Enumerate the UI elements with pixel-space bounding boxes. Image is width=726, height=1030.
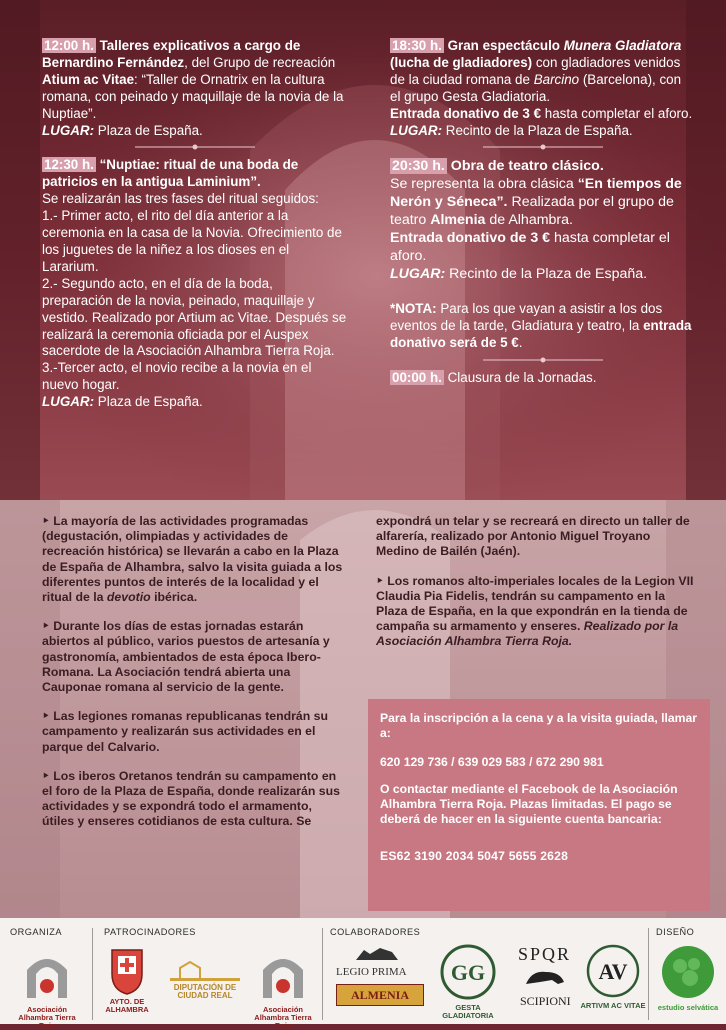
city: Barcino	[533, 71, 580, 87]
wolf-icon	[352, 942, 402, 964]
patrocinadores-title: PATROCINADORES	[104, 927, 196, 937]
act-3: 3.-Tercer acto, el novio recibe a la novia en el nuevo hogar.	[42, 360, 312, 393]
act-2: 2.- Segundo acto, en el día de la boda, preparación de la novia, peinado, maquillaje y vestido. Realizado por Artium ac Vitae. Después se realizará la ceremonia oficiada por el Auspex sacerdote de la Asociación Alhambra Tierra Roja.	[42, 275, 347, 359]
ornament-divider	[483, 356, 603, 364]
logo-caption: GESTA GLADIATORIA	[442, 1003, 494, 1020]
diseno-title: DISEÑO	[656, 927, 695, 937]
donation-text: hasta completar el aforo.	[541, 105, 693, 121]
info-left-column	[42, 514, 344, 844]
info-text: ibérica.	[150, 590, 198, 605]
event-title: Talleres explicativos a cargo de Bernardino Fernández	[42, 38, 301, 70]
event-title: (lucha de gladiadores)	[390, 54, 533, 70]
event-1830	[390, 38, 695, 139]
event-2030	[390, 157, 695, 283]
info-paragraph: ‣ Las legiones romanas republicanas tendrán su campamento y realizarán sus actividades en el parque del Calvario.	[42, 709, 328, 754]
event-text: con gladiadores venidos de la ciudad romana de	[390, 54, 681, 87]
place: Plaza de España.	[94, 122, 203, 138]
artium-ac-vitae-logo-icon	[586, 944, 640, 998]
closing-text: Clausura de la Jornadas.	[443, 370, 597, 386]
event-text: , del Grupo de recreación	[184, 54, 336, 70]
contact-box	[368, 699, 710, 911]
ornament-divider	[135, 143, 255, 151]
colaboradores-title: COLABORADORES	[330, 927, 421, 937]
right-schedule-column	[390, 38, 695, 387]
info-paragraph	[42, 514, 344, 605]
event-text: (Barcelona), con el grupo Gesta Gladiatoria.	[390, 71, 682, 104]
info-paragraph: ‣ Los iberos Oretanos tendrán su campamento en el foro de la Plaza de España, donde realizarán sus actividades y se expondrá todo el armamento, útiles y enseres cotidianos de esta cultura. Se	[42, 768, 340, 829]
event-1200	[42, 38, 347, 139]
closing	[390, 370, 695, 387]
gesta-gladiatoria-logo-icon	[440, 944, 496, 1000]
event-title-italic: Munera Gladiatora	[563, 38, 682, 53]
event-1230	[42, 157, 347, 411]
group-name: Atium ac Vitae	[42, 71, 135, 87]
legio-prima-logo: LEGIO PRIMA	[336, 966, 407, 978]
donation: Entrada donativo de 3 €	[390, 105, 542, 121]
left-schedule-column	[42, 38, 347, 411]
event-text: : “Taller de Ornatrix en la cultura romana, con peinado y maquillaje de la novia de la Nuptiae”.	[42, 71, 344, 121]
diputacion-logo-icon	[170, 960, 240, 982]
almenia-logo: ALMENIA	[336, 984, 424, 1006]
note-end: .	[518, 335, 523, 351]
place: Recinto de la Plaza de España.	[445, 266, 648, 283]
logo-caption: Asociación Alhambra Tierra Roja	[254, 1005, 312, 1030]
ornament-divider	[483, 143, 603, 151]
time-tag: 12:00 h.	[44, 38, 94, 53]
info-paragraph: expondrá un telar y se recreará en directo un taller de alfarería, realizado por Antonio Miguel Troyano Medino de Bailén (Jaén).	[376, 514, 690, 559]
play-title: “En tiempos de Nerón y Séneca”.	[390, 176, 682, 211]
place-label: LUGAR:	[390, 122, 443, 138]
event-title: “Nuptiae: ritual de una boda de patricios en la antigua Laminium”.	[42, 157, 299, 190]
boar-icon	[522, 966, 568, 990]
spqr-logo: SPQR	[518, 944, 572, 964]
info-italic: devotio	[106, 590, 151, 605]
separator	[322, 928, 323, 1020]
info-text: ‣ Los romanos alto-imperiales locales de la Legion VII Claudia Pia Fidelis, tendrán su campamento en la Plaza de España, en la que expondrán en la tienda de campaña su armamento y enseres.	[376, 573, 694, 634]
place-label: LUGAR:	[42, 394, 95, 410]
bank-account-iban: ES62 3190 2034 5047 5655 2628	[380, 849, 569, 863]
info-paragraph	[376, 574, 696, 650]
ayuntamiento-shield-icon	[108, 946, 146, 996]
act-1: 1.- Primer acto, el rito del día anterior a la ceremonia en la casa de la Novia. Ofrecimiento de los juguetes de la niñez a los dioses en el Lararium.	[42, 208, 342, 274]
svg-text:GG: GG	[450, 960, 486, 985]
event-title: Gran espectáculo	[447, 38, 564, 53]
event-text: Se representa la obra clásica	[390, 176, 578, 193]
info-paragraph: ‣ Durante los días de estas jornadas estarán abiertos al público, varios puestos de artesanía y gastronomía, ambientados de esta época Ibero-Romana. La Asociación tendrá abierta una Cauponae romana al servicio de la gente.	[42, 619, 330, 695]
donation-text: hasta completar el aforo.	[390, 230, 670, 265]
note	[390, 301, 695, 352]
organiza-title: ORGANIZA	[10, 927, 62, 937]
asociacion-logo-icon	[22, 948, 72, 1004]
selvatica-logo-icon	[660, 944, 716, 1000]
sponsors-footer	[0, 918, 726, 1030]
separator	[92, 928, 93, 1020]
logo-caption: ARTIVM AC VITAE	[580, 1001, 646, 1010]
event-intro: Se realizarán las tres fases del ritual seguidos:	[42, 191, 319, 207]
phone-numbers[interactable]: 620 129 736 / 639 029 583 / 672 290 981	[380, 755, 604, 769]
scipioni-logo: SCIPIONI	[520, 994, 571, 1008]
time-tag: 00:00 h.	[392, 370, 442, 386]
donation: Entrada donativo de 3 €	[390, 230, 551, 247]
event-text: Realizada por el grupo de teatro	[390, 194, 674, 229]
logo-caption: DIPUTACIÓN DE CIUDAD REAL	[173, 983, 237, 1000]
note-bold: entrada donativo será de 5 €	[390, 318, 692, 351]
time-tag: 12:30 h.	[44, 157, 94, 173]
note-label: *NOTA:	[390, 301, 437, 317]
event-text: de Alhambra.	[485, 212, 573, 229]
logo-caption: Asociación Alhambra Tierra Roja	[18, 1005, 76, 1030]
svg-text:AV: AV	[598, 959, 628, 984]
asociacion-logo-icon	[258, 948, 308, 1004]
time-tag: 18:30 h.	[392, 38, 442, 53]
note-text: Para los que vayan a asistir a los dos eventos de la tarde, Gladiatura y teatro, la	[390, 301, 663, 334]
logo-caption: estudio selvática	[657, 1003, 719, 1012]
group-name: Almenia	[430, 212, 486, 229]
place: Plaza de España.	[94, 394, 203, 410]
place-label: LUGAR:	[42, 122, 95, 138]
event-title: Obra de teatro clásico.	[450, 158, 604, 175]
place: Recinto de la Plaza de España.	[442, 122, 633, 138]
place-label: LUGAR:	[390, 266, 446, 283]
contact-facebook: O contactar mediante el Facebook de la Asociación Alhambra Tierra Roja. Plazas limitadas. El pago se deberá de hacer en la siguiente cuenta bancaria:	[380, 782, 678, 826]
info-right-column	[376, 514, 696, 664]
separator	[648, 928, 649, 1020]
logo-caption: AYTO. DE ALHAMBRA	[105, 997, 149, 1014]
info-italic: Realizado por la Asociación Alhambra Tierra Roja.	[376, 619, 679, 649]
time-tag: 20:30 h.	[392, 158, 445, 175]
info-text: ‣ La mayoría de las actividades programadas (degustación, olimpiadas y actividades de recreación histórica) se llevarán a cabo en la Plaza de España de Alhambra, salvo la visita guiada a los diferentes puntos de interés de la localidad y el ritual de la	[42, 514, 343, 605]
contact-intro: Para la inscripción a la cena y a la visita guiada, llamar a:	[380, 711, 698, 740]
